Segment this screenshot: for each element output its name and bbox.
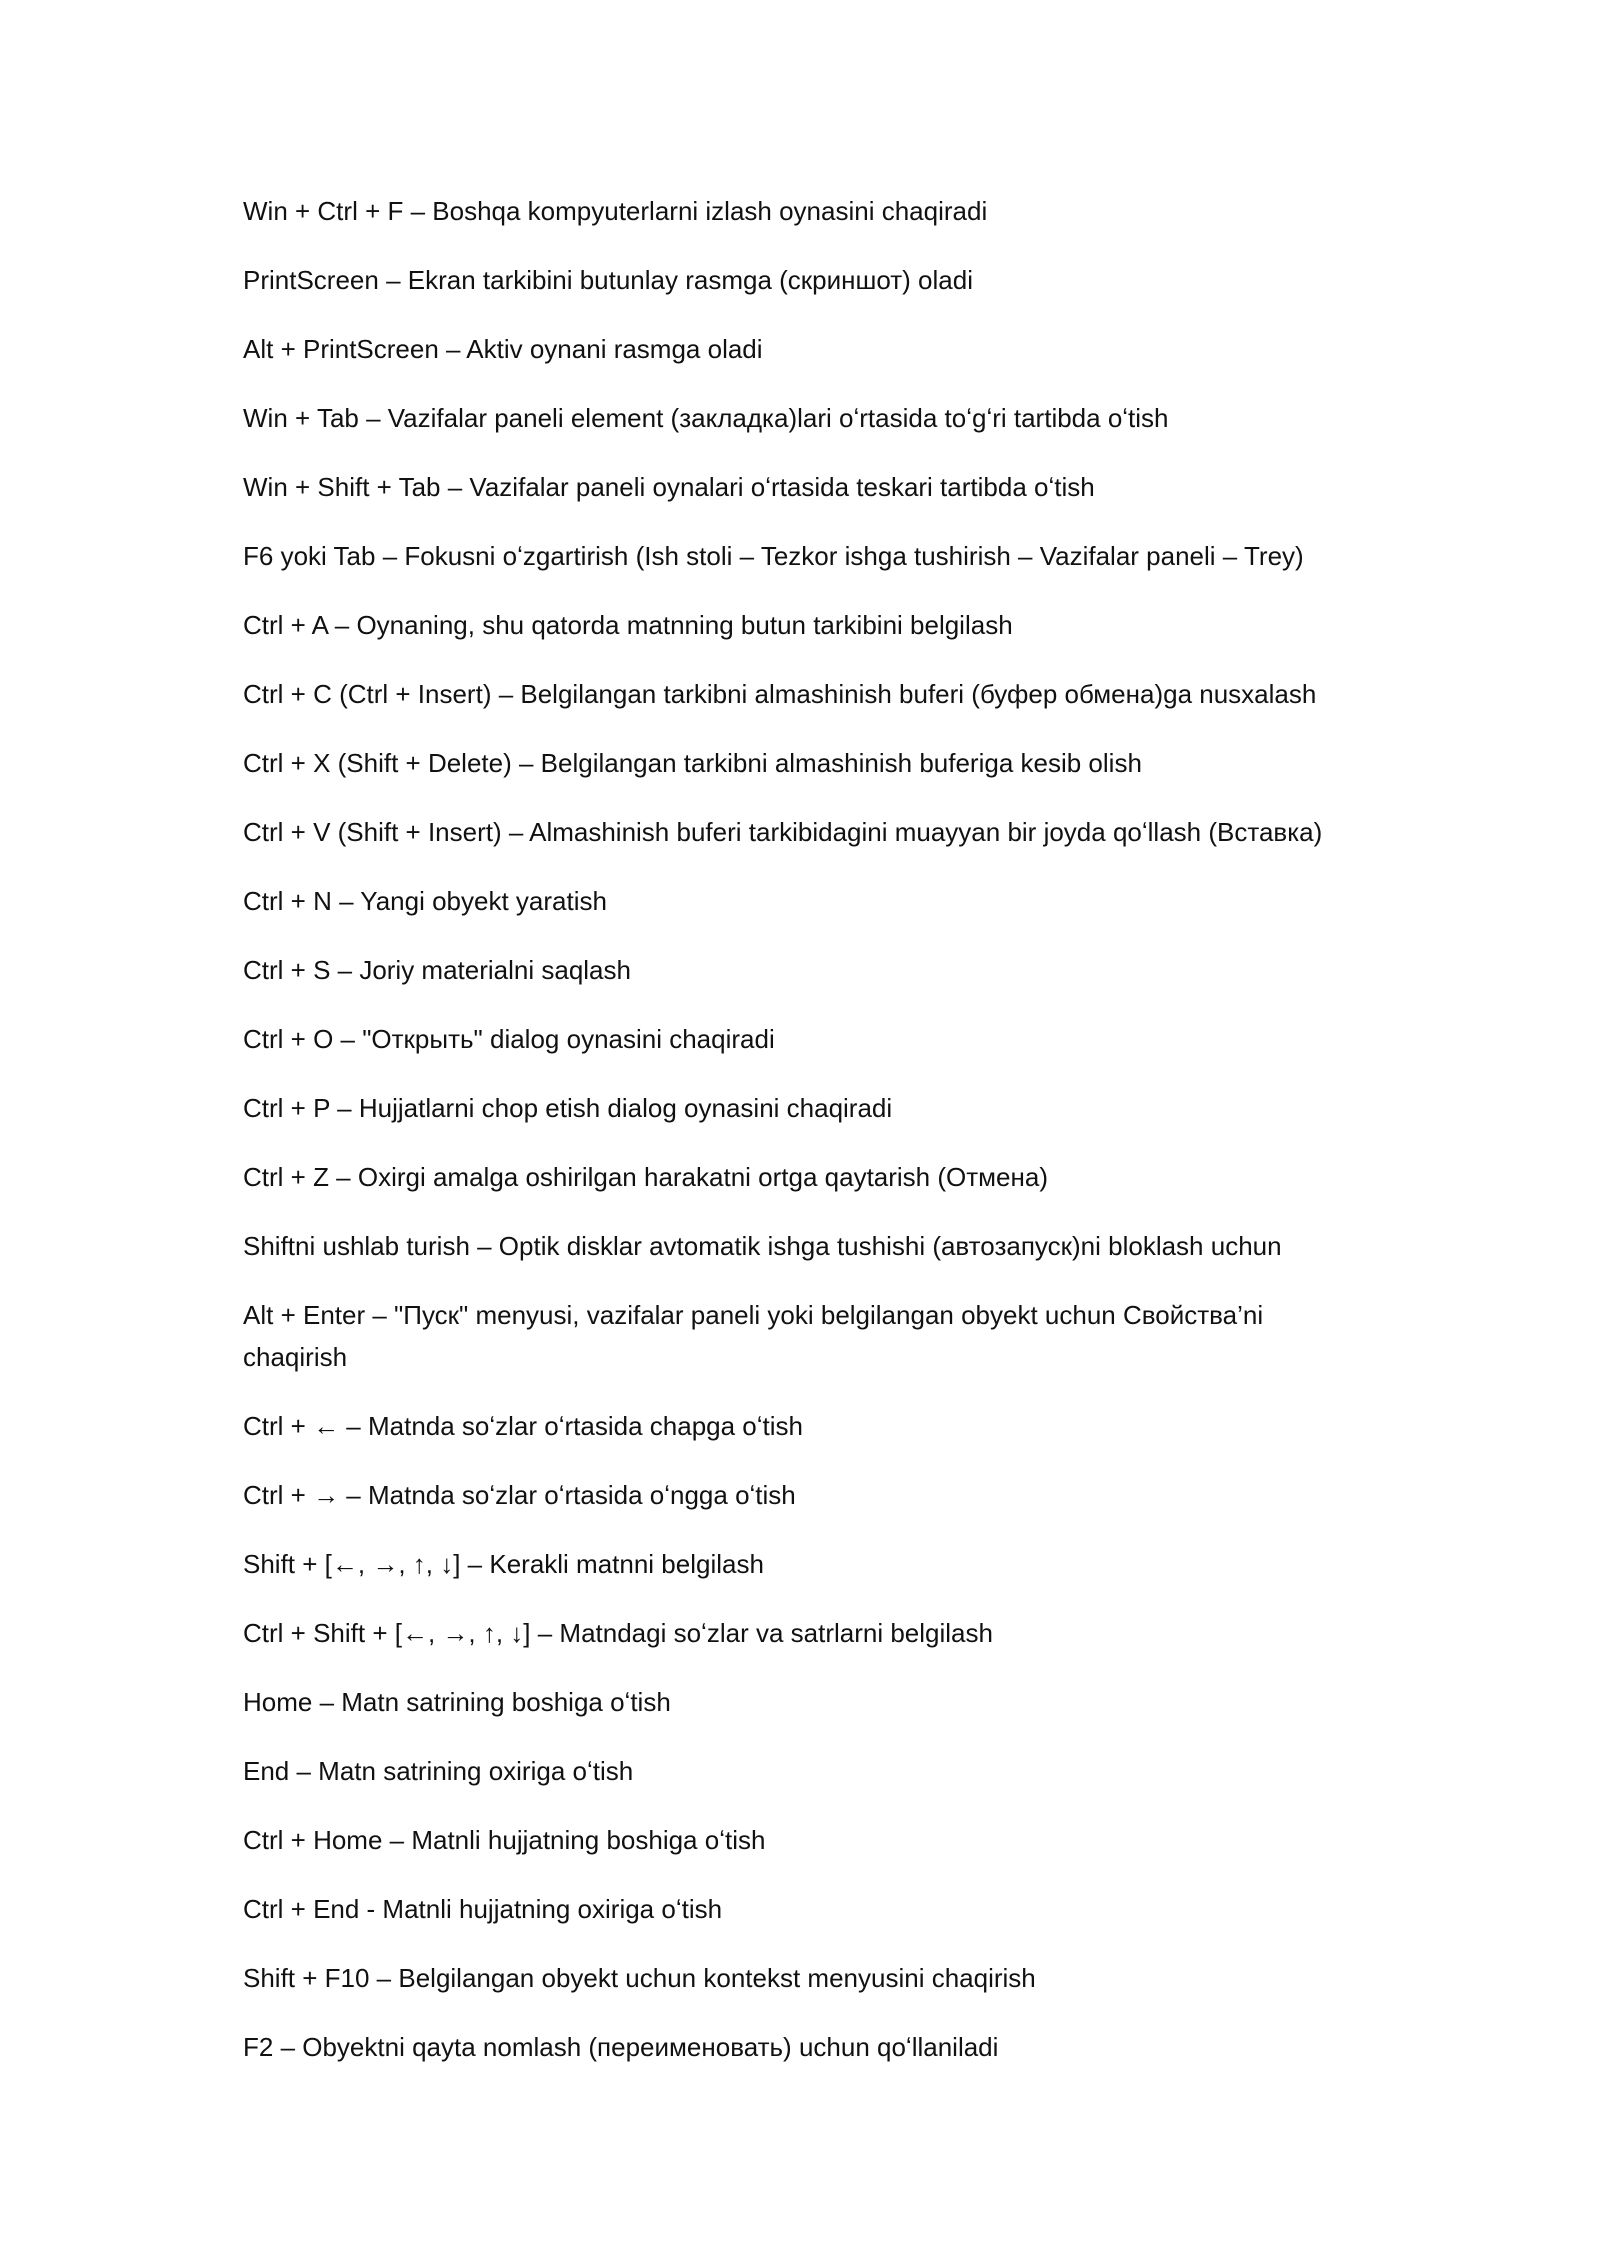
shortcut-line: Shift + [←, →, ↑, ↓] – Kerakli matnni belgilash (243, 1549, 764, 1579)
shortcut-line: Ctrl + Z – Oxirgi amalga oshirilgan harakatni ortga qaytarish (Отмена) (243, 1162, 1048, 1192)
shortcut-line: Home – Matn satrining boshiga oʻtish (243, 1687, 671, 1717)
shortcut-line: Ctrl + N – Yangi obyekt yaratish (243, 886, 607, 916)
shortcut-line: F6 yoki Tab – Fokusni oʻzgartirish (Ish stoli – Tezkor ishga tushirish – Vazifalar paneli – Trey) (243, 541, 1304, 571)
shortcut-line: Alt + PrintScreen – Aktiv oynani rasmga oladi (243, 334, 763, 364)
shortcut-line: PrintScreen – Ekran tarkibini butunlay rasmga (скриншот) oladi (243, 265, 973, 295)
shortcut-line: Ctrl + O – "Открыть" dialog oynasini chaqiradi (243, 1024, 775, 1054)
shortcut-line: Ctrl + S – Joriy materialni saqlash (243, 955, 631, 985)
shortcut-line: Ctrl + V (Shift + Insert) – Almashinish buferi tarkibidagini muayyan bir joyda qoʻllash (Вставка) (243, 817, 1323, 847)
shortcut-list (243, 190, 1393, 2095)
shortcut-line: Ctrl + → – Matnda soʻzlar oʻrtasida oʻngga oʻtish (243, 1480, 796, 1510)
shortcut-line: Win + Tab – Vazifalar paneli element (закладка)lari oʻrtasida toʻgʻri tartibda oʻtish (243, 403, 1169, 433)
shortcut-line: Ctrl + C (Ctrl + Insert) – Belgilangan tarkibni almashinish buferi (буфер обмена)ga nusxalash (243, 679, 1317, 709)
shortcut-line: Alt + Enter – "Пуск" menyusi, vazifalar paneli yoki belgilangan obyekt uchun Свойства’ni chaqirish (243, 1300, 1264, 1372)
shortcut-line: Shift + F10 – Belgilangan obyekt uchun kontekst menyusini chaqirish (243, 1963, 1036, 1993)
shortcut-line: Ctrl + End - Matnli hujjatning oxiriga oʻtish (243, 1894, 723, 1924)
shortcut-line: Ctrl + A – Oynaning, shu qatorda matnning butun tarkibini belgilash (243, 610, 1013, 640)
shortcut-line: Shiftni ushlab turish – Optik disklar avtomatik ishga tushishi (автозапуск)ni bloklash uchun (243, 1231, 1282, 1261)
shortcut-line: Win + Ctrl + F – Boshqa kompyuterlarni izlash oynasini chaqiradi (243, 196, 988, 226)
shortcut-line: Ctrl + ← – Matnda soʻzlar oʻrtasida chapga oʻtish (243, 1411, 803, 1441)
shortcut-line: Ctrl + X (Shift + Delete) – Belgilangan tarkibni almashinish buferiga kesib olish (243, 748, 1142, 778)
shortcut-line: Ctrl + Home – Matnli hujjatning boshiga oʻtish (243, 1825, 766, 1855)
shortcut-line: End – Matn satrining oxiriga oʻtish (243, 1756, 634, 1786)
shortcut-line: Ctrl + Shift + [←, →, ↑, ↓] – Matndagi soʻzlar va satrlarni belgilash (243, 1618, 993, 1648)
shortcut-line: F2 – Obyektni qayta nomlash (переименовать) uchun qoʻllaniladi (243, 2032, 999, 2062)
shortcut-line: Win + Shift + Tab – Vazifalar paneli oynalari oʻrtasida teskari tartibda oʻtish (243, 472, 1095, 502)
shortcut-line: Ctrl + P – Hujjatlarni chop etish dialog oynasini chaqiradi (243, 1093, 893, 1123)
